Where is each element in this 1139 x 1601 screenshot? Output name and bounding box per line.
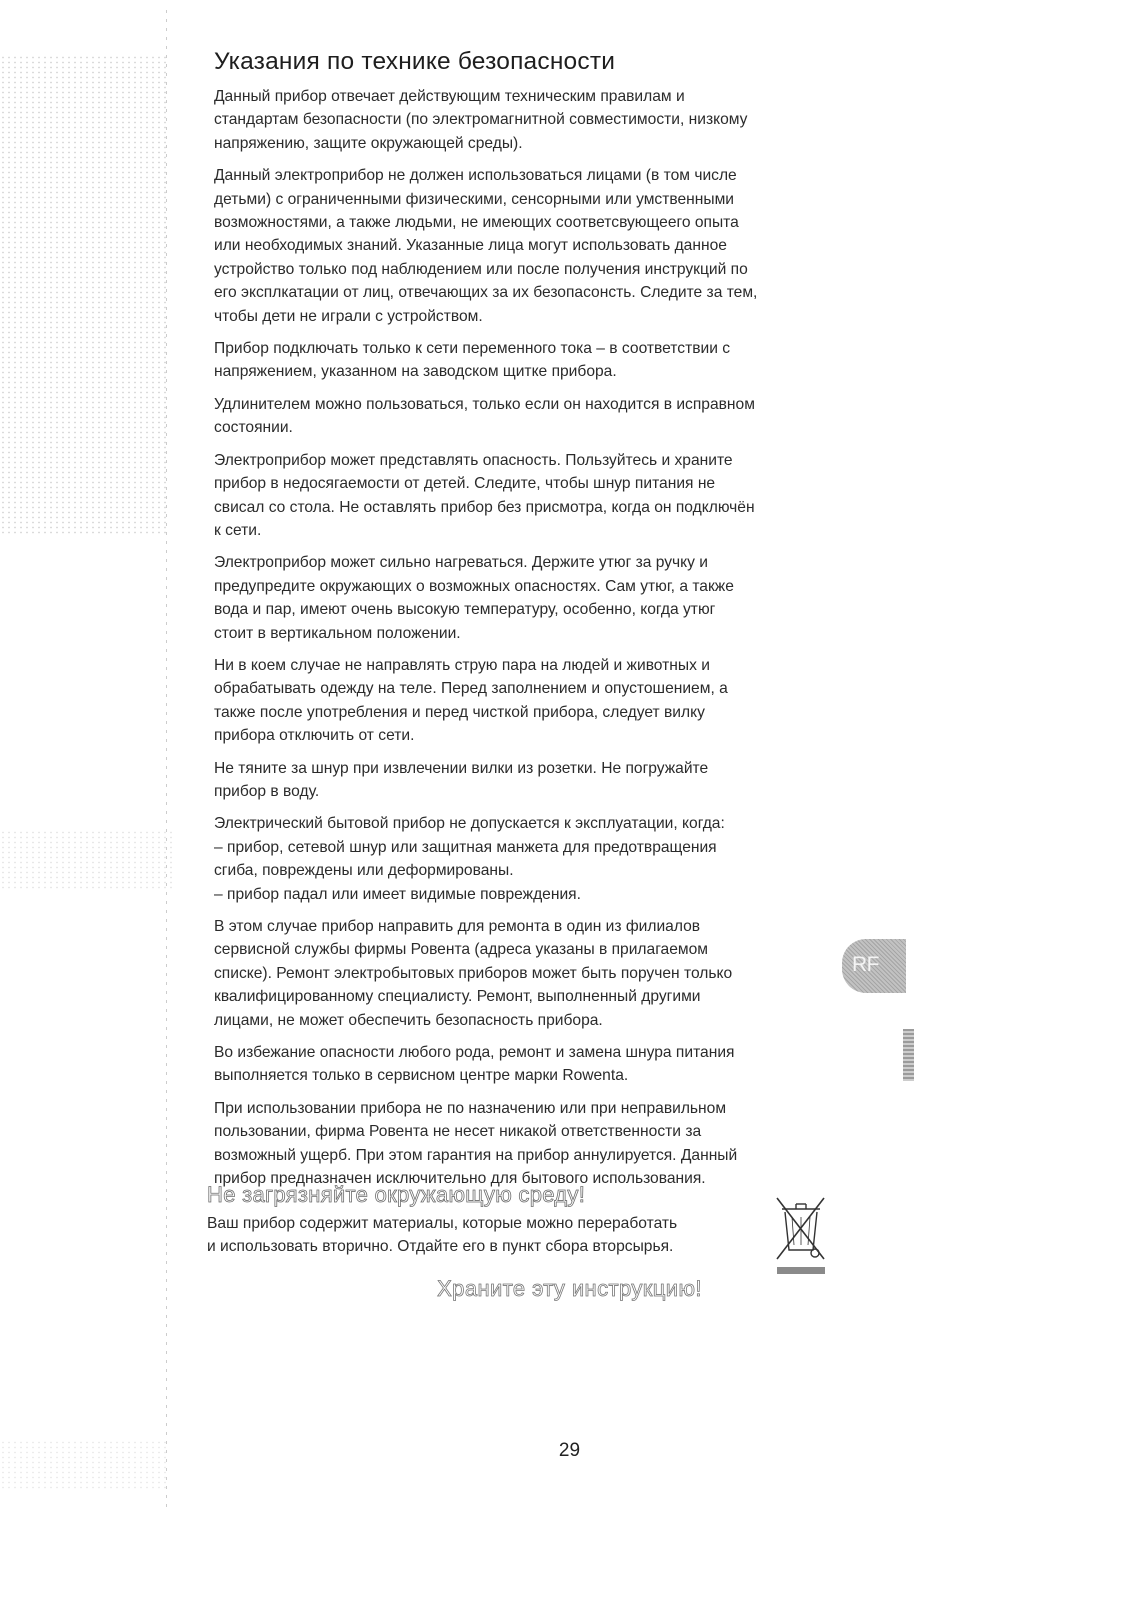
safety-instructions-section	[214, 48, 854, 1199]
language-tab	[842, 939, 906, 993]
crossed-out-wheelie-bin-icon	[774, 1195, 828, 1277]
paragraph-misuse-warranty: При использовании прибора не по назначению или при неправильном пользовании, фирма Ровента не несет никакой ответственности за возможный ущерб. При этом гарантия на прибор аннулируется. Данный прибор предназначен исключительно для бытового использования.	[214, 1099, 738, 1188]
paragraph-children-danger: Электроприбор может представлять опасность. Пользуйтесь и храните прибор в недосягаемости от детей. Следите, чтобы шнур питания не свисал со стола. Не оставлять прибор без присмотра, когда он подключён к сети.	[214, 451, 755, 539]
section-heading: Указания по технике безопасности	[214, 48, 616, 75]
paragraph-compliance: Данный прибор отвечает действующим техническим правилам и стандартам безопасности (по электромагнитной совместимости, низкому напряжению, защите окружающей среды).	[214, 88, 748, 152]
keep-manual-note: Храните эту инструкцию!	[437, 1276, 702, 1301]
scan-noise-left	[0, 55, 170, 535]
language-tab-label: RF	[852, 953, 879, 976]
paragraph-extension-cord: Удлинителем можно пользоваться, только если он находится в исправном состоянии.	[214, 395, 755, 437]
paragraph-damaged-device: Электрический бытовой прибор не допускается к эксплуатации, когда: – прибор, сетевой шнур или защитная манжета для предотвращения сгиба, повреждены или деформированы. – прибор падал или имеет видимые повреждения.	[214, 815, 725, 903]
paragraph-hot-iron: Электроприбор может сильно нагреваться. Держите утюг за ручку и предупредите окружающих о возможных опасностях. Сам утюг, а также вода и пар, имеют очень высокую температуру, особенно, когда утюг стоит в вертикальном положении.	[214, 554, 734, 642]
paragraph-repair-service: В этом случае прибор направить для ремонта в один из филиалов сервисной службы фирмы Ровента (адреса указаны в прилагаемом списке). Ремонт электробытовых приборов может быть поручен только квалифицированному специалисту. Ремонт, выполненный другими лицами, не может обеспечить безопасность прибора.	[214, 918, 733, 1029]
paragraph-restricted-persons: Данный электроприбор не должен использоваться лицами (в том числе детьми) с ограниченными физическими, сенсорными или умственными возможностями, а также людьми, не имеющих соответсвующеего опыта или необходимых знаний. Указанные лица могут использовать данное устройство только под наблюдением или после получения инструкций по его эксплкатации от лиц, отвечающих за их безопасонсть. Следите за тем, чтобы дети не играли с устройством.	[214, 167, 758, 325]
environment-text: Ваш прибор содержит материалы, которые можно переработать и использовать вторично. Отдайте его в пункт сбора вторсырья.	[207, 1215, 678, 1256]
side-thumb-marker	[903, 1029, 914, 1081]
paragraph-cord-unplug: Не тяните за шнур при извлечении вилки из розетки. Не погружайте прибор в воду.	[214, 759, 709, 800]
environment-heading: Не загрязняйте окружающую среду!	[207, 1182, 586, 1207]
page-number: 29	[558, 1440, 581, 1461]
paragraph-steam-warning: Ни в коем случае не направлять струю пара на людей и животных и обрабатывать одежду на теле. Перед заполнением и опустошением, а также после употребления и перед чисткой прибора, следует вилку прибора отключить от сети.	[214, 656, 728, 745]
scan-noise-left-middle	[0, 830, 175, 890]
paragraph-power-supply: Прибор подключать только к сети переменного тока – в соответствии с напряжением, указанном на заводском щитке прибора.	[214, 340, 731, 381]
paragraph-cord-replacement: Во избежание опасности любого рода, ремонт и замена шнура питания выполняется только в сервисном центре марки Rowenta.	[214, 1044, 735, 1085]
